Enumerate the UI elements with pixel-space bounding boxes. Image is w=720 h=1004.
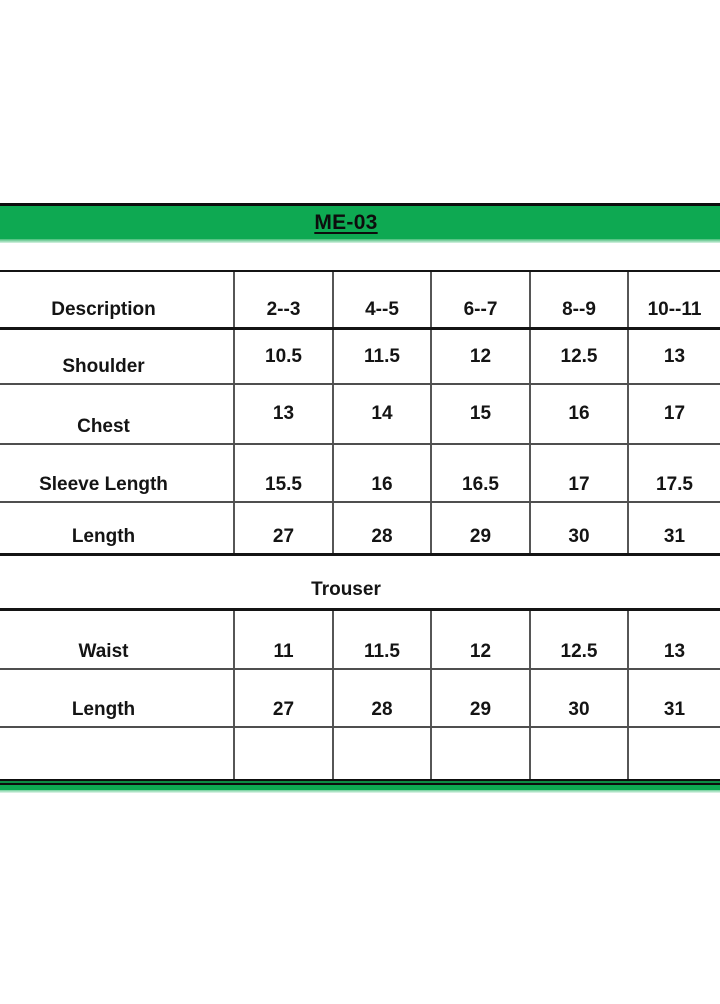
cell-value: 12.5 <box>529 330 627 383</box>
table-row-length <box>0 503 720 556</box>
row-label: Shoulder <box>62 356 145 377</box>
cell-value: 12 <box>430 611 529 668</box>
style-code-label: ME-03 <box>314 210 378 234</box>
cell-value <box>627 728 720 779</box>
cell-value: 13 <box>627 611 720 668</box>
cell-value: 13 <box>627 330 720 383</box>
cell-value: 14 <box>332 385 430 443</box>
bottom-border-stripes <box>0 779 720 793</box>
bottom-fade-stripe <box>0 790 720 793</box>
cell-value: 16 <box>332 445 430 501</box>
table-row-waist <box>0 611 720 670</box>
cell-value: 13 <box>233 385 332 443</box>
header-cell-size-8-9: 8--9 <box>529 272 627 327</box>
cell-value: 30 <box>529 503 627 553</box>
row-label: Chest <box>77 416 130 437</box>
cell-value: 12 <box>430 330 529 383</box>
banner-fade-edge <box>0 239 720 243</box>
cell-value: 11.5 <box>332 611 430 668</box>
header-cell-size-10-11: 10--11 <box>627 272 720 327</box>
cell-value: 12.5 <box>529 611 627 668</box>
title-banner <box>0 203 720 243</box>
cell-value: 16.5 <box>430 445 529 501</box>
cell-value: 29 <box>430 503 529 553</box>
cell-value: 27 <box>233 670 332 726</box>
table-row-empty <box>0 728 720 779</box>
cell-value: 29 <box>430 670 529 726</box>
trouser-section-title: Trouser <box>311 579 381 600</box>
table-row-shoulder <box>0 330 720 385</box>
header-cell-size-4-5: 4--5 <box>332 272 430 327</box>
cell-value: 28 <box>332 503 430 553</box>
header-cell-size-6-7: 6--7 <box>430 272 529 327</box>
cell-value <box>332 728 430 779</box>
cell-value: 31 <box>627 503 720 553</box>
size-chart-table <box>0 270 720 793</box>
header-cell-description: Description <box>51 299 156 320</box>
row-label <box>0 728 220 779</box>
row-label: Waist <box>78 641 129 662</box>
trouser-section-row <box>0 556 720 611</box>
row-label: Sleeve Length <box>39 474 168 495</box>
row-label: Length <box>71 526 136 547</box>
cell-value: 28 <box>332 670 430 726</box>
cell-value: 15.5 <box>233 445 332 501</box>
cell-value: 17 <box>529 445 627 501</box>
cell-value: 30 <box>529 670 627 726</box>
cell-value: 11 <box>233 611 332 668</box>
table-row-sleeve-length <box>0 445 720 503</box>
cell-value: 17 <box>627 385 720 443</box>
cell-value <box>233 728 332 779</box>
cell-value: 16 <box>529 385 627 443</box>
cell-value: 15 <box>430 385 529 443</box>
cell-value: 17.5 <box>627 445 720 501</box>
cell-value <box>430 728 529 779</box>
banner-green-bar <box>0 206 720 239</box>
table-row-trouser-length <box>0 670 720 728</box>
table-row-chest <box>0 385 720 445</box>
cell-value: 11.5 <box>332 330 430 383</box>
cell-value: 27 <box>233 503 332 553</box>
header-cell-size-2-3: 2--3 <box>233 272 332 327</box>
cell-value <box>529 728 627 779</box>
cell-value: 10.5 <box>233 330 332 383</box>
row-label: Length <box>71 699 136 720</box>
cell-value: 31 <box>627 670 720 726</box>
table-header-row <box>0 272 720 330</box>
